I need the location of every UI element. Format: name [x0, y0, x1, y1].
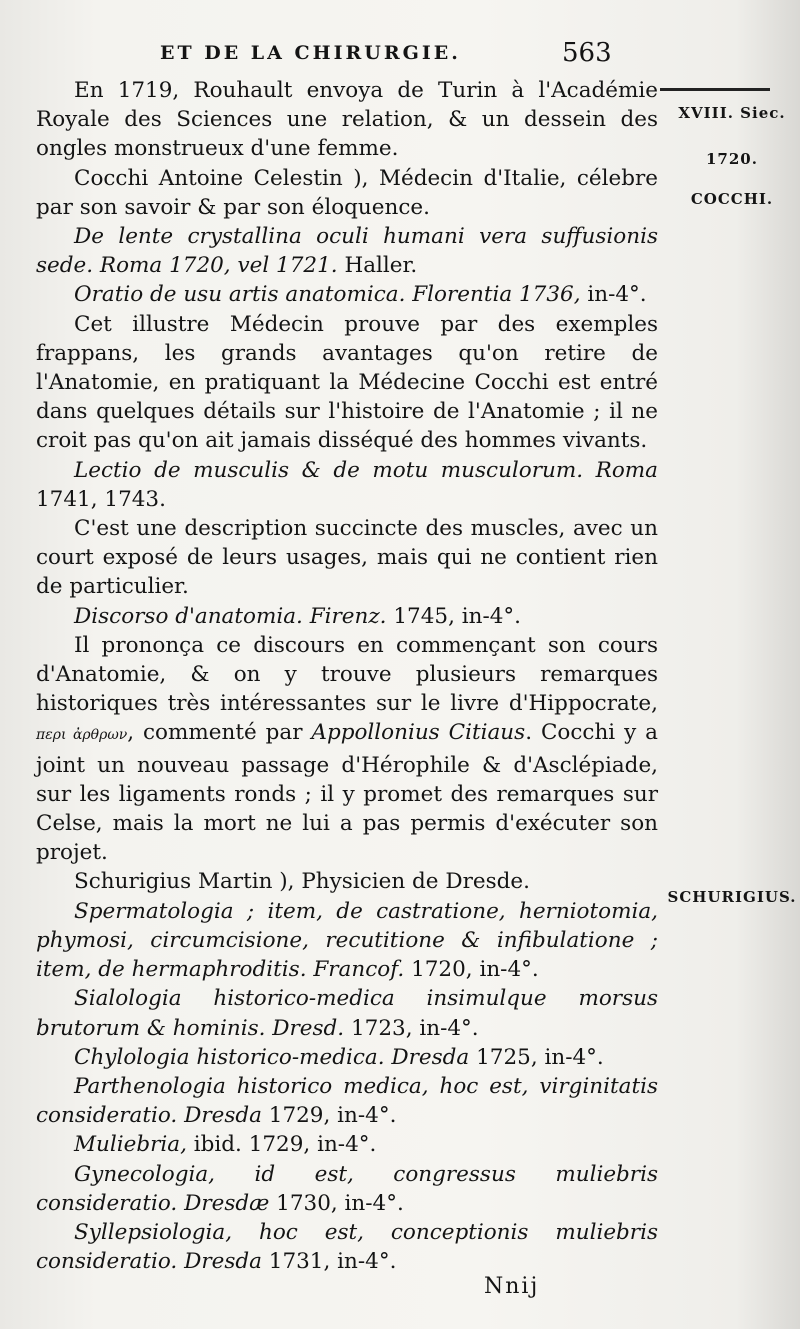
paragraph-commentary: C'est une description succincte des muscles, avec un court exposé de leurs usages, mais qui ne contient rien de particulier.: [36, 516, 658, 600]
bibliography-entry: [36, 1072, 658, 1130]
person-name: Appollonius Citiaus: [311, 720, 526, 746]
entry-details: 1729, in-4°.: [261, 1103, 397, 1129]
bibliography-entry: [36, 1218, 658, 1276]
bibliography-entry: [36, 1160, 658, 1218]
entry-title: Muliebria,: [74, 1132, 187, 1158]
entry-details: ibid. 1729, in-4°.: [186, 1132, 377, 1158]
signature-mark: Nnij: [484, 1274, 540, 1299]
margin-rule: [660, 88, 770, 91]
text-run: . Cocchi y a joint un nouveau passage d'Hérophile & d'Asclépiade, sur les ligaments ronds ; il y promet des remarques sur Celse, mais la mort ne lui a pas permis d'exécuter son projet.: [36, 720, 658, 866]
page-header: [150, 40, 650, 70]
text-run: Il prononça ce discours en commençant son cours d'Anatomie, & on y trouve plusieurs remarques historiques très intéressantes sur le livre d'Hippocrate,: [36, 632, 658, 717]
margin-note-century: XVIII. Siec.: [678, 104, 786, 122]
main-text: [36, 76, 658, 1276]
bibliography-entry: [36, 897, 658, 985]
entry-title: Parthenologia historico medica, hoc est, virginitatis consideratio. Dresda: [36, 1073, 658, 1129]
bibliography-entry: [36, 456, 658, 514]
greek-title: περι ἀρθρων: [36, 727, 128, 744]
text-run: , commenté par: [127, 720, 312, 746]
entry-details: 1723, in-4°.: [344, 1015, 479, 1041]
paragraph-schurigius-intro: Schurigius Martin ), Physicien de Dresde.: [74, 869, 530, 895]
paragraph-cocchi-intro: Cocchi Antoine Celestin ), Médecin d'Italie, célebre par son savoir & par son éloquence.: [36, 165, 658, 220]
entry-details: 1741, 1743.: [36, 486, 166, 512]
entry-details: 1745, in-4°.: [386, 603, 522, 629]
entry-details: Haller.: [337, 253, 418, 279]
entry-title: Spermatologia ; item, de castratione, herniotomia, phymosi, circumcisione, recutitione & infibulatione ; item, de hermaphroditis. Francof.: [36, 898, 658, 983]
entry-details: in-4°.: [580, 282, 647, 308]
entry-title: Syllepsiologia, hoc est, conceptionis muliebris consideratio. Dresda: [36, 1219, 658, 1275]
margin-note-cocchi: COCCHI.: [690, 190, 774, 208]
entry-title: De lente crystallina oculi humani vera suffusionis sede. Roma 1720, vel 1721.: [36, 224, 658, 279]
margin-note-year: 1720.: [706, 150, 758, 168]
paragraph-commentary: [36, 631, 658, 868]
margin-note-schurigius: SCHURIGIUS.: [667, 888, 797, 906]
bibliography-entry: [36, 602, 658, 631]
running-head: ET DE LA CHIRURGIE.: [160, 42, 461, 64]
bibliography-entry: [36, 222, 658, 280]
bibliography-entry: [36, 1130, 658, 1159]
bibliography-entry: [36, 984, 658, 1042]
entry-title: Oratio de usu artis anatomica. Florentia 1736,: [74, 282, 581, 308]
entry-details: 1730, in-4°.: [269, 1190, 404, 1216]
bibliography-entry: [36, 1043, 658, 1072]
bibliography-entry: [36, 280, 658, 309]
entry-title: Discorso d'anatomia. Firenz.: [74, 603, 387, 629]
entry-details: 1731, in-4°.: [261, 1249, 397, 1275]
entry-title: Chylologia historico-medica. Dresda: [74, 1044, 470, 1070]
entry-details: 1720, in-4°.: [404, 957, 539, 983]
entry-title: Gynecologia, id est, congressus muliebris consideratio. Dresdæ: [36, 1161, 658, 1216]
entry-title: Lectio de musculis & de motu musculorum. Roma: [74, 457, 658, 483]
page-number: 563: [562, 38, 612, 68]
paragraph-rouhault: En 1719, Rouhault envoya de Turin à l'Académie Royale des Sciences une relation, & un dessein des ongles monstrueux d'une femme.: [36, 78, 658, 162]
entry-details: 1725, in-4°.: [469, 1044, 604, 1070]
entry-title: Sialologia historico-medica insimulque morsus brutorum & hominis. Dresd.: [36, 986, 658, 1041]
paragraph-commentary: Cet illustre Médecin prouve par des exemples frappans, les grands avantages qu'on retire de l'Anatomie, en pratiquant la Médecine Cocchi est entré dans quelques détails sur l'histoire de l'Anatomie ; il ne croit pas qu'on ait jamais disséqué des hommes vivants.: [36, 311, 658, 454]
